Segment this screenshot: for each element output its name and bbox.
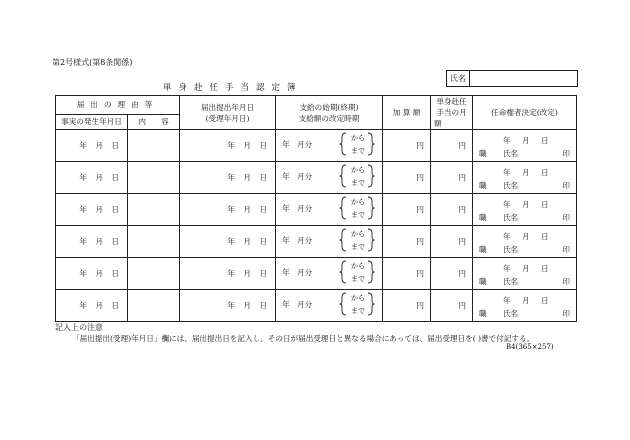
addition-amount-cell[interactable] [383,258,431,290]
table-row [56,194,577,226]
close-brace-icon [367,292,375,316]
contents-cell[interactable] [128,162,180,194]
header-submit-date [180,96,276,130]
header-occurrence-date: 事実の発生年月日 [56,114,128,129]
contents-cell[interactable] [128,194,180,226]
occurrence-date-cell[interactable] [56,162,128,194]
addition-amount-cell[interactable] [383,162,431,194]
submit-date-cell[interactable] [180,290,276,322]
header-contents: 内 容 [128,114,180,129]
position-label: 職 [479,277,487,286]
occurrence-date-cell[interactable] [56,130,128,162]
submit-date-cell[interactable] [180,162,276,194]
name-label: 氏名 [503,309,519,318]
allowance-amount-cell[interactable] [431,130,473,162]
header-allowance [431,96,473,130]
allowance-amount-cell[interactable] [431,258,473,290]
contents-cell[interactable] [128,226,180,258]
period-month-text: 年 月分 [282,236,313,245]
contents-cell[interactable] [128,258,180,290]
table-row [56,130,577,162]
authority-cell[interactable] [473,226,577,258]
yen-text: 円 [416,141,424,150]
period-cell[interactable] [276,226,383,258]
addition-amount-cell[interactable] [383,194,431,226]
yen-text: 円 [416,173,424,182]
yen-text: 円 [458,141,466,150]
allowance-amount-cell[interactable] [431,290,473,322]
name-label: 氏名 [447,71,470,86]
period-month-text: 年 月分 [282,140,313,149]
contents-cell[interactable] [128,290,180,322]
period-month-text: 年 月分 [282,268,313,277]
header-authority: 任命権者決定(改定) [473,96,577,130]
period-cell[interactable] [276,130,383,162]
ymd-text: 年 月 日 [227,205,267,214]
authority-date-text: 年 月 日 [503,136,549,145]
header-allowance-line2: 手当の月 [436,108,467,117]
yen-text: 円 [458,237,466,246]
from-text: から [351,230,365,238]
ymd-text: 年 月 日 [79,301,119,310]
occurrence-date-cell[interactable] [56,226,128,258]
ymd-text: 年 月 日 [79,173,119,182]
authority-cell[interactable] [473,130,577,162]
allowance-amount-cell[interactable] [431,194,473,226]
submit-date-cell[interactable] [180,130,276,162]
yen-text: 円 [416,205,424,214]
seal-label: 印 [562,245,570,254]
seal-label: 印 [562,213,570,222]
period-month-text: 年 月分 [282,172,313,181]
from-text: から [351,166,365,174]
authority-cell[interactable] [473,162,577,194]
header-period [276,96,383,130]
header-addition: 加 算 額 [383,96,431,130]
period-cell[interactable] [276,162,383,194]
name-box [446,70,578,87]
header-submit-date-line2: (受理年月日) [205,113,250,123]
yen-text: 円 [458,205,466,214]
position-label: 職 [479,309,487,318]
open-brace-icon [339,260,347,284]
from-text: から [351,262,365,270]
seal-label: 印 [562,149,570,158]
submit-date-cell[interactable] [180,258,276,290]
name-label: 氏名 [503,277,519,286]
position-label: 職 [479,213,487,222]
occurrence-date-cell[interactable] [56,290,128,322]
open-brace-icon [339,228,347,252]
close-brace-icon [367,164,375,188]
ymd-text: 年 月 日 [79,237,119,246]
header-reason: 届出の理由等 [56,96,180,115]
until-text: まで [351,179,365,187]
contents-cell[interactable] [128,130,180,162]
position-label: 職 [479,245,487,254]
ymd-text: 年 月 日 [227,173,267,182]
authority-date-text: 年 月 日 [503,168,549,177]
position-label: 職 [479,181,487,190]
authority-date-text: 年 月 日 [503,264,549,273]
seal-label: 印 [562,309,570,318]
period-month-text: 年 月分 [282,300,313,309]
authority-cell[interactable] [473,290,577,322]
open-brace-icon [339,196,347,220]
until-text: まで [351,243,365,251]
ymd-text: 年 月 日 [227,269,267,278]
table-row [56,162,577,194]
period-month-text: 年 月分 [282,204,313,213]
authority-cell[interactable] [473,194,577,226]
open-brace-icon [339,164,347,188]
occurrence-date-cell[interactable] [56,194,128,226]
until-text: まで [351,275,365,283]
header-allowance-line3: 額 [434,119,442,128]
name-label: 氏名 [503,149,519,158]
until-text: まで [351,307,365,315]
paper-size-label: B4(365×257) [506,343,554,351]
ymd-text: 年 月 日 [79,141,119,150]
yen-text: 円 [416,237,424,246]
period-cell[interactable] [276,194,383,226]
period-cell[interactable] [276,258,383,290]
close-brace-icon [367,196,375,220]
from-text: から [351,134,365,142]
addition-amount-cell[interactable] [383,290,431,322]
open-brace-icon [339,132,347,156]
until-text: まで [351,211,365,219]
authority-date-text: 年 月 日 [503,200,549,209]
occurrence-date-cell[interactable] [56,258,128,290]
submit-date-cell[interactable] [180,194,276,226]
table-row [56,258,577,290]
header-submit-date-line1: 届出提出年月日 [200,102,255,112]
close-brace-icon [367,228,375,252]
allowance-amount-cell[interactable] [431,162,473,194]
yen-text: 円 [458,301,466,310]
register-table [55,95,577,322]
close-brace-icon [367,260,375,284]
ymd-text: 年 月 日 [79,205,119,214]
yen-text: 円 [416,269,424,278]
open-brace-icon [339,292,347,316]
ymd-text: 年 月 日 [79,269,119,278]
yen-text: 円 [458,269,466,278]
seal-label: 印 [562,277,570,286]
from-text: から [351,198,365,206]
header-allowance-line1: 単身赴任 [436,97,467,106]
form-number: 第2号様式(第8条関係) [52,58,133,67]
table-row [56,290,577,322]
addition-amount-cell[interactable] [383,226,431,258]
period-cell[interactable] [276,290,383,322]
allowance-amount-cell[interactable] [431,226,473,258]
submit-date-cell[interactable] [180,226,276,258]
table-row [56,226,577,258]
header-period-line1: 支給の始期(終期) [299,102,359,112]
close-brace-icon [367,132,375,156]
name-label: 氏名 [503,245,519,254]
authority-date-text: 年 月 日 [503,232,549,241]
notes-text: 「届出提出(受理)年月日」欄には、届出提出日を記入し、その日が届出受理日と異なる場合にあっては、届出受理日を( )書で付記する。 [72,334,535,343]
addition-amount-cell[interactable] [383,130,431,162]
ymd-text: 年 月 日 [227,237,267,246]
yen-text: 円 [458,173,466,182]
seal-label: 印 [562,181,570,190]
header-period-line2: 支給額の改定時期 [298,113,360,123]
until-text: まで [351,147,365,155]
authority-date-text: 年 月 日 [503,296,549,305]
name-label: 氏名 [503,213,519,222]
register-title: 単身赴任手当認定簿 [163,83,303,93]
yen-text: 円 [416,301,424,310]
position-label: 職 [479,149,487,158]
ymd-text: 年 月 日 [227,141,267,150]
authority-cell[interactable] [473,258,577,290]
name-label: 氏名 [503,181,519,190]
from-text: から [351,294,365,302]
notes-heading: 記入上の注意 [55,323,103,332]
ymd-text: 年 月 日 [227,301,267,310]
